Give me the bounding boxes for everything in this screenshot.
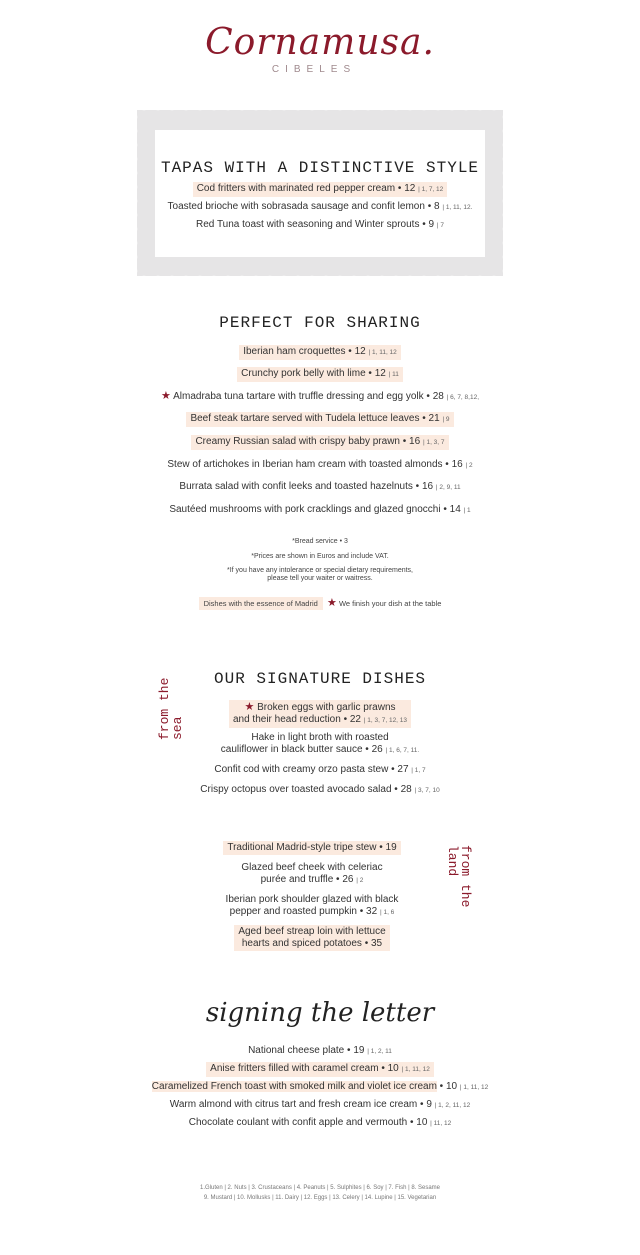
logo: Cornamusa. [205,22,435,63]
menu-item: Sautéed mushrooms with pork cracklings and glazed gnocchi• 14 | 1 [0,503,640,518]
section-title-tapas: TAPAS WITH A DISTINCTIVE STYLE [160,159,480,177]
menu-item: Iberian ham croquettes• 12 | 1, 11, 12 [0,345,640,360]
menu-item: Chocolate coulant with confit apple and vermouth• 10 | 11, 12 [0,1116,640,1131]
menu-item: Crispy octopus over toasted avocado salad• 28 | 3, 7, 10 [0,783,640,798]
menu-item: Crunchy pork belly with lime• 12 | 11 [0,367,640,382]
menu-item: Beef steak tartare served with Tudela lettuce leaves• 21 | 9 [0,412,640,427]
menu-item: Red Tuna toast with seasoning and Winter sprouts• 9 | 7 [0,218,640,233]
menu-item: Burrata salad with confit leeks and toasted hazelnuts• 16 | 2, 9, 11 [0,480,640,495]
menu-item: ★ Broken eggs with garlic prawns and their head reduction• 22 | 1, 3, 7, 12, 13 [0,700,640,728]
section-title-sharing: PERFECT FOR SHARING [219,314,421,332]
menu-item: Anise fritters filled with caramel cream• 10 | 1, 11, 12 [0,1062,640,1077]
menu-item: Cod fritters with marinated red pepper cream• 12 | 1, 7, 12 [0,182,640,197]
menu-item: Hake in light broth with roasted cauliflower in black butter sauce• 26 | 1, 6, 7, 11. [0,731,640,758]
note-intolerance-2: please tell your waiter or waitress. [267,575,373,582]
logo-subtitle: CIBELES [271,64,357,75]
legend-star: We finish your dish at the table [338,599,442,608]
from-the-sea-label: from the sea [157,677,185,740]
star-icon: ★ [327,597,337,609]
menu-item: Toasted brioche with sobrasada sausage and confit lemon• 8 | 1, 11, 12. [0,200,640,215]
legend [0,599,640,608]
menu-item: ★ Almadraba tuna tartare with truffle dressing and egg yolk• 28 | 6, 7, 8,12, [0,389,640,405]
section-title-desserts: signing the letter [205,998,435,1028]
section-title-signature: OUR SIGNATURE DISHES [213,670,427,688]
menu-item: Caramelized French toast with smoked milk and violet ice cream• 10 | 1, 11, 12 [0,1080,640,1095]
allergen-legend-line: 9. Mustard | 10. Mollusks | 11. Dairy | 12. Eggs | 13. Celery | 14. Lupine | 15. Vegetarian [203,1195,437,1201]
allergen-legend-line: 1.Gluten | 2. Nuts | 3. Crustaceans | 4. Peanuts | 5. Sulphites | 6. Soy | 7. Fish | 8. Sesame [199,1185,441,1191]
menu-item: Stew of artichokes in Iberian ham cream with toasted almonds• 16 | 2 [0,458,640,473]
allergen-legend [0,1183,640,1203]
star-icon: ★ [244,701,255,713]
menu-item: Creamy Russian salad with crispy baby prawn• 16 | 1, 3, 7 [0,435,640,450]
menu-item: National cheese plate• 19 | 1, 2, 11 [0,1044,640,1059]
note-intolerance: *If you have any intolerance or special dietary requirements, [227,567,413,574]
note-bread: *Bread service • 3 [292,538,348,545]
legend-madrid: Dishes with the essence of Madrid [199,597,323,610]
menu-item: Traditional Madrid-style tripe stew• 19 [0,841,632,855]
menu-item: Iberian pork shoulder glazed with black pepper and roasted pumpkin• 32 | 1, 6 [0,893,632,920]
menu-item: Confit cod with creamy orzo pasta stew• 27 | 1, 7 [0,763,640,778]
note-prices: *Prices are shown in Euros and include VAT. [251,553,389,560]
menu-item: Aged beef streap loin with lettuce hearts and spiced potatoes• 35 [0,925,632,951]
star-icon: ★ [161,390,171,402]
menu-item: Warm almond with citrus tart and fresh cream ice cream• 9 | 1, 2, 11, 12 [0,1098,640,1113]
menu-item: Glazed beef cheek with celeriac purée and truffle• 26 | 2 [0,861,632,888]
from-the-land-label: from the land [445,845,473,908]
